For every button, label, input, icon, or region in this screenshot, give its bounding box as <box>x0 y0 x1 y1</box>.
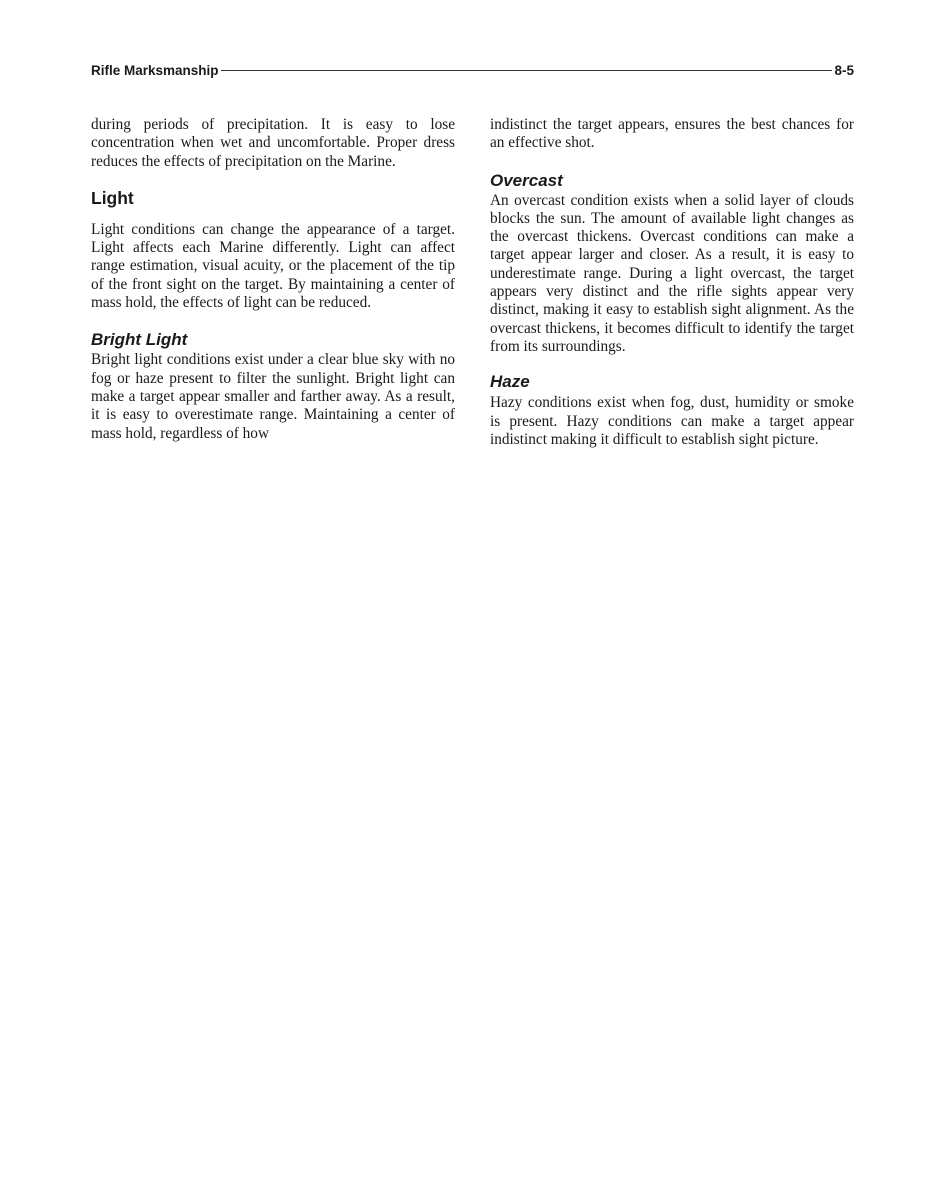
running-header <box>91 61 854 79</box>
header-rule <box>221 70 833 71</box>
overcast-paragraph: An overcast condition exists when a solid layer of clouds blocks the sun. The amount of available light changes as the overcast thickens. Overcast conditions can make a target appear larger and closer. As a result, it is easy to underestimate range. During a light overcast, the target appears very distinct and the rifle sights appear very distinct, making it easy to establish sight alignment. As the overcast thickens, it becomes difficult to identify the target from its surroundings. <box>490 191 854 355</box>
bright-light-paragraph: Bright light conditions exist under a clear blue sky with no fog or haze present to filter the sunlight. Bright light can make a target appear smaller and farther away. As a result, it is easy to overestimate range. Maintaining a center of mass hold, regardless of how <box>91 351 455 442</box>
right-column <box>490 116 854 449</box>
section-heading-light: Light <box>91 187 134 208</box>
light-paragraph: Light conditions can change the appearance of a target. Light affects each Marine differently. Light can affect range estimation, visual acuity, or the placement of the tip of the front sight on the target. By maintaining a center of mass hold, the effects of light can be reduced. <box>91 220 455 312</box>
subheading-overcast: Overcast <box>490 170 563 190</box>
page-number: 8-5 <box>834 62 854 78</box>
subheading-haze: Haze <box>490 372 530 392</box>
left-column <box>91 116 455 443</box>
intro-paragraph: during periods of precipitation. It is easy to lose concentration when wet and uncomfortable. Proper dress reduces the effects of precipitation on the Marine. <box>91 116 455 170</box>
haze-paragraph: Hazy conditions exist when fog, dust, humidity or smoke is present. Hazy conditions can make a target appear indistinct making it difficult to establish sight picture. <box>490 394 854 448</box>
chapter-title: Rifle Marksmanship <box>91 62 219 78</box>
continued-paragraph: indistinct the target appears, ensures the best chances for an effective shot. <box>490 116 854 152</box>
subheading-bright-light: Bright Light <box>91 330 188 350</box>
